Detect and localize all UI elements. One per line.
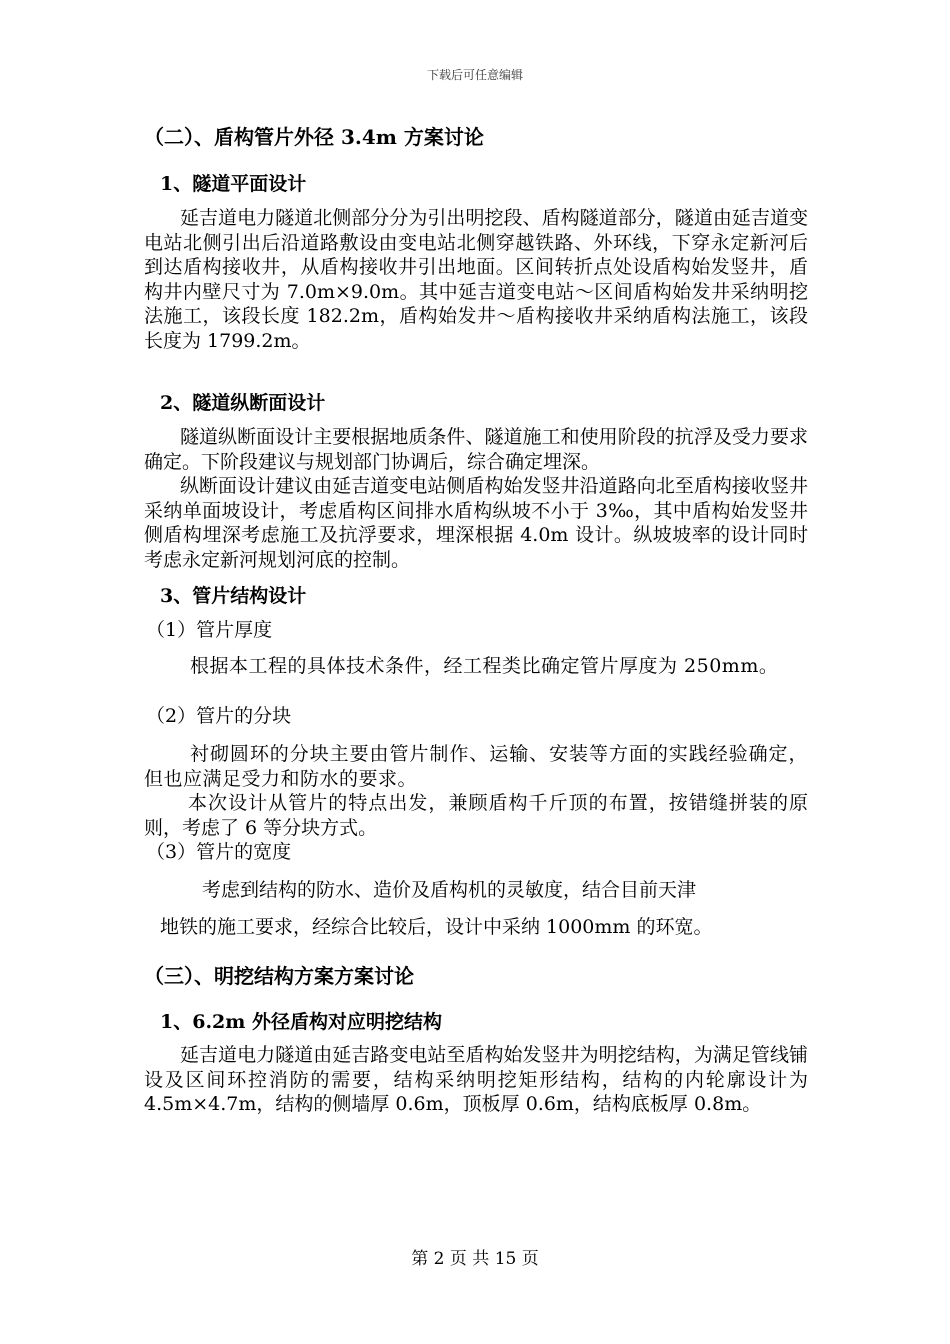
paragraph: 延吉道电力隧道由延吉路变电站至盾构始发竖井为明挖结构，为满足管线铺设及区间环控消防的需要，结构采纳明挖矩形结构，结构的内轮廓设计为 4.5m×4.7m，结构的侧墙厚 0.6m，顶板厚 0.6m，结构底板厚 0.8m。: [144, 1044, 808, 1116]
paragraph: 衬砌圆环的分块主要由管片制作、运输、安装等方面的实践经验确定，但也应满足受力和防水的要求。: [144, 743, 808, 790]
subitem-heading: （3）管片的宽度: [146, 841, 292, 863]
paragraph-line: 地铁的施工要求，经综合比较后，设计中采纳 1000mm 的环宽。: [160, 916, 713, 938]
paragraph: 延吉道电力隧道北侧部分分为引出明挖段、盾构隧道部分，隧道由延吉道变电站北侧引出后沿道路敷设由变电站北侧穿越铁路、外环线，下穿永定新河后到达盾构接收井，从盾构接收井引出地面。区间转折点处设盾构始发竖井，盾构井内壁尺寸为 7.0m×9.0m。其中延吉道变电站～区间盾构始发井采纳明挖法施工，该段长度 182.2m，盾构始发井～盾构接收井采纳盾构法施工，该段长度为 1799.2m。: [144, 207, 808, 352]
section-heading: （二）、盾构管片外径 3.4m 方案讨论: [144, 125, 484, 149]
subsection-heading: 3、管片结构设计: [160, 585, 307, 607]
paragraph: 隧道纵断面设计主要根据地质条件、隧道施工和使用阶段的抗浮及受力要求确定。下阶段建议与规划部门协调后，综合确定埋深。: [144, 426, 808, 473]
subsection-heading: 2、隧道纵断面设计: [160, 392, 326, 414]
paragraph: 纵断面设计建议由延吉道变电站侧盾构始发竖井沿道路向北至盾构接收竖井采纳单面坡设计，考虑盾构区间排水盾构纵坡不小于 3‰，其中盾构始发竖井侧盾构埋深考虑施工及抗浮要求，埋深根据 4.0m 设计。纵坡坡率的设计同时考虑永定新河规划河底的控制。: [144, 475, 808, 571]
page-header: 下载后可任意编辑: [426, 68, 523, 82]
section-heading: （三）、明挖结构方案方案讨论: [144, 964, 414, 988]
paragraph: 本次设计从管片的特点出发，兼顾盾构千斤顶的布置，按错缝拼装的原则，考虑了 6 等分块方式。: [144, 792, 808, 839]
subitem-heading: （1）管片厚度: [146, 619, 273, 641]
subsection-heading: 1、隧道平面设计: [160, 173, 307, 195]
page-footer: 第 2 页 共 15 页: [411, 1249, 539, 1269]
subsection-heading: 1、6.2m 外径盾构对应明挖结构: [160, 1011, 442, 1033]
subitem-heading: （2）管片的分块: [146, 705, 292, 727]
paragraph-line: 考虑到结构的防水、造价及盾构机的灵敏度，结合目前天津: [202, 879, 697, 901]
paragraph: 根据本工程的具体技术条件，经工程类比确定管片厚度为 250mm。: [190, 655, 779, 677]
